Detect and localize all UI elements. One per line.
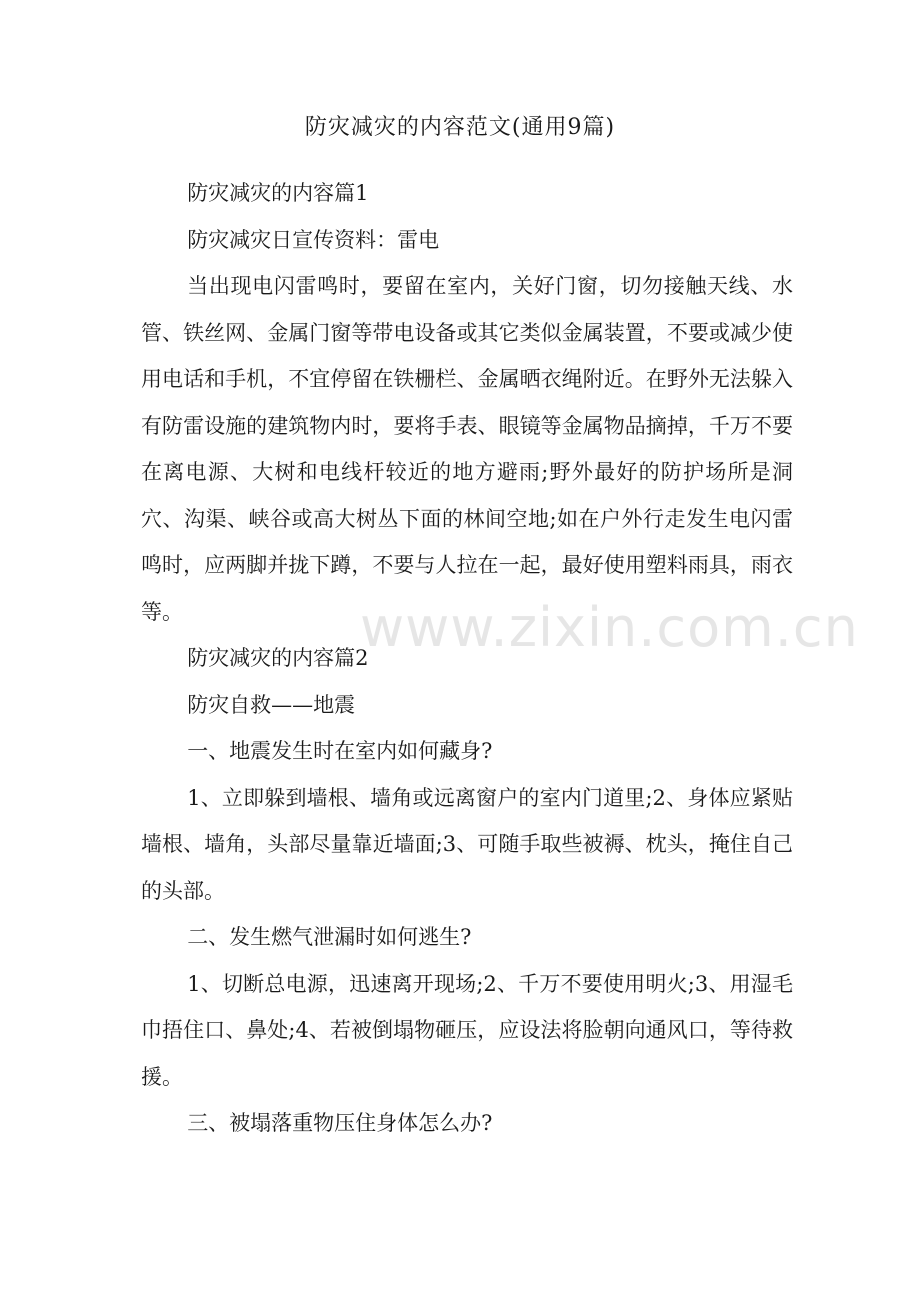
question-2: 二、发生燃气泄漏时如何逃生?: [187, 925, 472, 949]
document-body: [141, 170, 793, 1147]
answer-1: 1、立即躲到墙根、墙角或远离窗户的室内门道里;2、身体应紧贴墙根、墙角，头部尽量靠近墙面;3、可随手取些被褥、枕头，掩住自己的头部。: [141, 785, 793, 903]
question-3: 三、被塌落重物压住身体怎么办?: [187, 1111, 493, 1135]
answer-2: 1、切断总电源，迅速离开现场;2、千万不要使用明火;3、用湿毛巾捂住口、鼻处;4、若被倒塌物砸压，应设法将脸朝向通风口，等待救援。: [141, 971, 793, 1089]
subheading-lightning: 防灾减灾日宣传资料：雷电: [187, 227, 440, 252]
section-heading-1: 防灾减灾的内容篇1: [187, 181, 369, 205]
subheading-earthquake: 防灾自救——地震: [187, 692, 356, 717]
paragraph-lightning-advice: 当出现电闪雷鸣时，要留在室内，关好门窗，切勿接触天线、水管、铁丝网、金属门窗等带电设备或其它类似金属装置，不要或减少使用电话和手机，不宜停留在铁栅栏、金属晒衣绳附近。在野外无法躲入有防雷设施的建筑物内时，要将手表、眼镜等金属物品摘掉，千万不要在离电源、大树和电线杆较近的地方避雨;野外最好的防护场所是洞穴、沟渠、峡谷或高大树丛下面的林间空地;如在户外行走发生电闪雷鸣时，应两脚并拢下蹲，不要与人拉在一起，最好使用塑料雨具，雨衣等。: [141, 274, 793, 624]
watermark: www.zixin.com.cn: [360, 596, 859, 659]
question-1: 一、地震发生时在室内如何藏身?: [187, 739, 493, 763]
document-title: 防灾减灾的内容范文(通用9篇): [304, 115, 616, 140]
section-heading-2: 防灾减灾的内容篇2: [187, 646, 369, 670]
